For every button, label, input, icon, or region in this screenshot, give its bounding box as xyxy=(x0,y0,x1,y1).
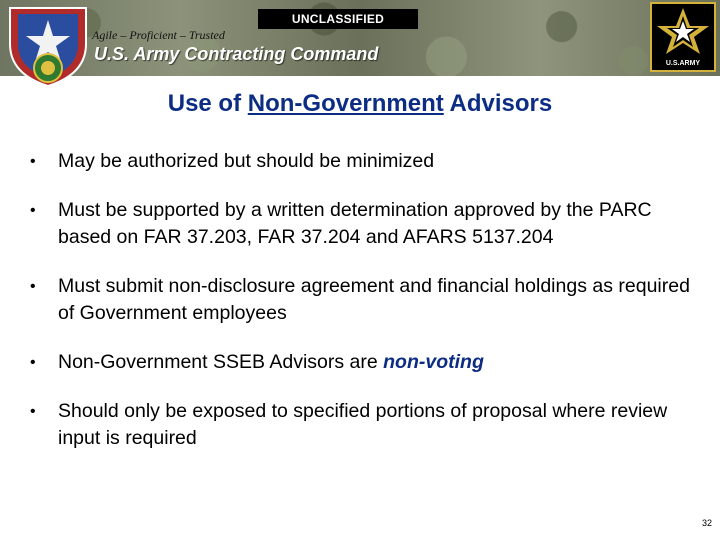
bullet-item xyxy=(30,398,700,452)
army-star-icon xyxy=(652,4,714,56)
bullet-text: Non-Government SSEB Advisors are xyxy=(58,351,384,373)
bullet-text: Should only be exposed to specified portions of proposal where review input is required xyxy=(58,400,668,449)
title-part-1: Use of xyxy=(167,90,248,117)
bullet-symbol: • xyxy=(30,278,36,295)
command-name: U.S. Army Contracting Command xyxy=(94,44,379,64)
slide-title xyxy=(0,90,720,118)
bullet-symbol: • xyxy=(30,153,36,170)
non-voting-emphasis: non-voting xyxy=(383,351,484,373)
classification-banner: UNCLASSIFIED xyxy=(258,9,418,29)
bullet-symbol: • xyxy=(30,202,36,219)
bullet-item xyxy=(30,148,700,175)
bullet-item xyxy=(30,349,700,376)
bullet-text: Must be supported by a written determination approved by the PARC based on FAR 37.203, FAR 37.204 and AFARS 5137.204 xyxy=(58,199,652,248)
bullet-item xyxy=(30,197,700,251)
army-star-logo-icon xyxy=(650,2,716,72)
bullet-item xyxy=(30,273,700,327)
title-part-2: Advisors xyxy=(443,90,553,117)
army-logo-text: U.S.ARMY xyxy=(665,60,701,67)
bullet-text: May be authorized but should be minimized xyxy=(58,150,435,172)
page-number: 32 xyxy=(701,518,712,528)
bullet-symbol: • xyxy=(30,403,36,420)
bullet-list xyxy=(30,148,700,474)
header-banner xyxy=(0,0,720,76)
bullet-text: Must submit non-disclosure agreement and financial holdings as required of Government employees xyxy=(58,275,690,324)
tagline: Agile – Proficient – Trusted xyxy=(92,28,225,42)
acc-crest-icon xyxy=(6,4,90,88)
bullet-symbol: • xyxy=(30,354,36,371)
title-underlined: Non-Government xyxy=(247,90,444,117)
